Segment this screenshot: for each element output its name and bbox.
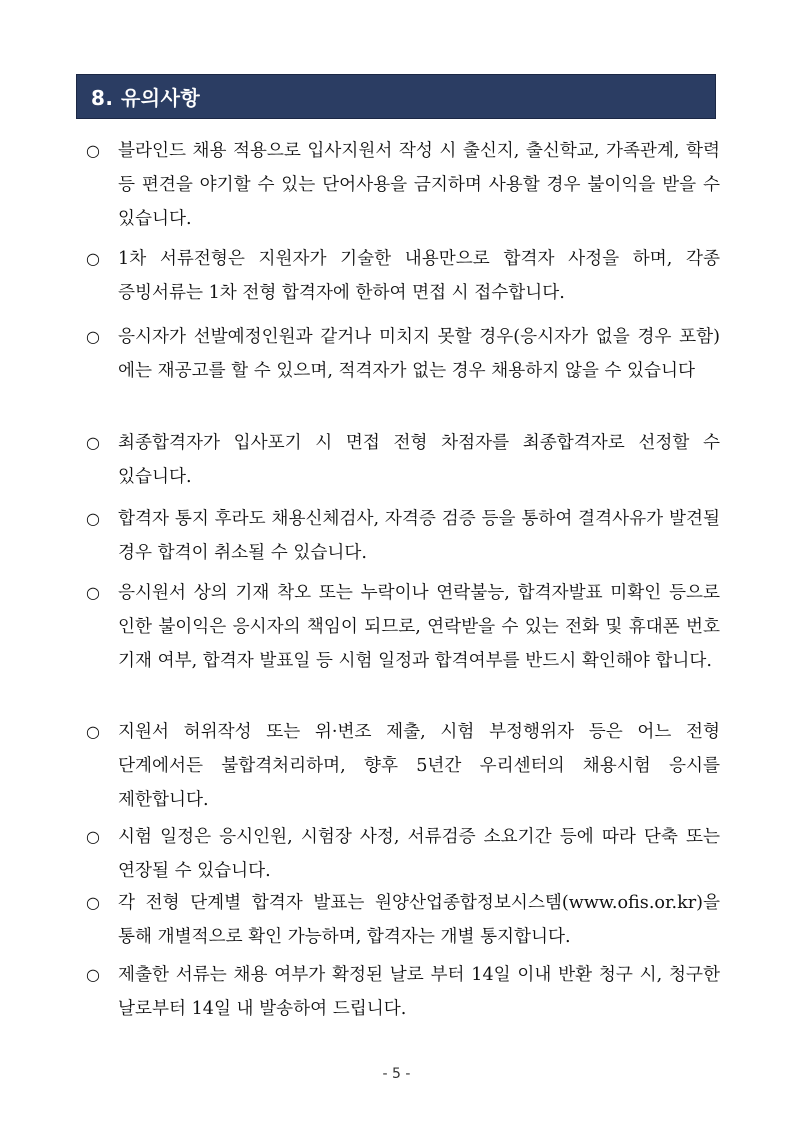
bullet-icon: ○ bbox=[86, 965, 100, 984]
bullet-icon: ○ bbox=[86, 141, 100, 160]
section-header bbox=[76, 74, 716, 119]
list-item-text: 블라인드 채용 적용으로 입사지원서 작성 시 출신지, 출신학교, 가족관계, 학력 등 편견을 야기할 수 있는 단어사용을 금지하며 사용할 경우 불이익을 받을 수 있습니다. bbox=[118, 141, 720, 229]
list-item bbox=[86, 134, 720, 236]
bullet-icon: ○ bbox=[86, 433, 100, 452]
list-item bbox=[86, 715, 720, 817]
bullet-icon: ○ bbox=[86, 327, 100, 346]
bullet-icon: ○ bbox=[86, 893, 100, 912]
bullet-icon: ○ bbox=[86, 827, 100, 846]
list-item-text: 최종합격자가 입사포기 시 면접 전형 차점자를 최종합격자로 선정할 수 있습니다. bbox=[118, 433, 720, 487]
bullet-icon: ○ bbox=[86, 249, 100, 268]
list-item-text: 1차 서류전형은 지원자가 기술한 내용만으로 합격자 사정을 하며, 각종 증빙서류는 1차 전형 합격자에 한하여 면접 시 접수합니다. bbox=[118, 249, 720, 303]
list-item bbox=[86, 426, 720, 494]
list-item bbox=[86, 242, 720, 310]
list-item bbox=[86, 886, 720, 954]
section-title: 8. 유의사항 bbox=[91, 86, 201, 110]
list-item bbox=[86, 502, 720, 570]
list-item-text: 시험 일정은 응시인원, 시험장 사정, 서류검증 소요기간 등에 따라 단축 또는 연장될 수 있습니다. bbox=[118, 827, 720, 881]
list-item bbox=[86, 958, 720, 1026]
list-item-text: 응시자가 선발예정인원과 같거나 미치지 못할 경우(응시자가 없을 경우 포함)에는 재공고를 할 수 있으며, 적격자가 없는 경우 채용하지 않을 수 있습니다 bbox=[118, 327, 720, 381]
bullet-icon: ○ bbox=[86, 722, 100, 741]
list-item bbox=[86, 320, 720, 388]
bullet-icon: ○ bbox=[86, 509, 100, 528]
page-number: - 5 - bbox=[382, 1066, 411, 1082]
list-item-text: 각 전형 단계별 합격자 발표는 원양산업종합정보시스템(www.ofis.or.kr)을 통해 개별적으로 확인 가능하며, 합격자는 개별 통지합니다. bbox=[118, 893, 720, 947]
list-item bbox=[86, 576, 720, 678]
list-item-text: 제출한 서류는 채용 여부가 확정된 날로 부터 14일 이내 반환 청구 시, 청구한 날로부터 14일 내 발송하여 드립니다. bbox=[118, 965, 720, 1019]
list-item bbox=[86, 820, 720, 888]
list-item-text: 응시원서 상의 기재 착오 또는 누락이나 연락불능, 합격자발표 미확인 등으로 인한 불이익은 응시자의 책임이 되므로, 연락받을 수 있는 전화 및 휴대폰 번호 기재 여부, 합격자 발표일 등 시험 일정과 합격여부를 반드시 확인해야 합니다. bbox=[118, 583, 720, 671]
list-item-text: 합격자 통지 후라도 채용신체검사, 자격증 검증 등을 통하여 결격사유가 발견될 경우 합격이 취소될 수 있습니다. bbox=[118, 509, 720, 563]
list-item-text: 지원서 허위작성 또는 위·변조 제출, 시험 부정행위자 등은 어느 전형 단계에서든 불합격처리하며, 향후 5년간 우리센터의 채용시험 응시를 제한합니다. bbox=[118, 722, 720, 810]
bullet-icon: ○ bbox=[86, 583, 100, 602]
